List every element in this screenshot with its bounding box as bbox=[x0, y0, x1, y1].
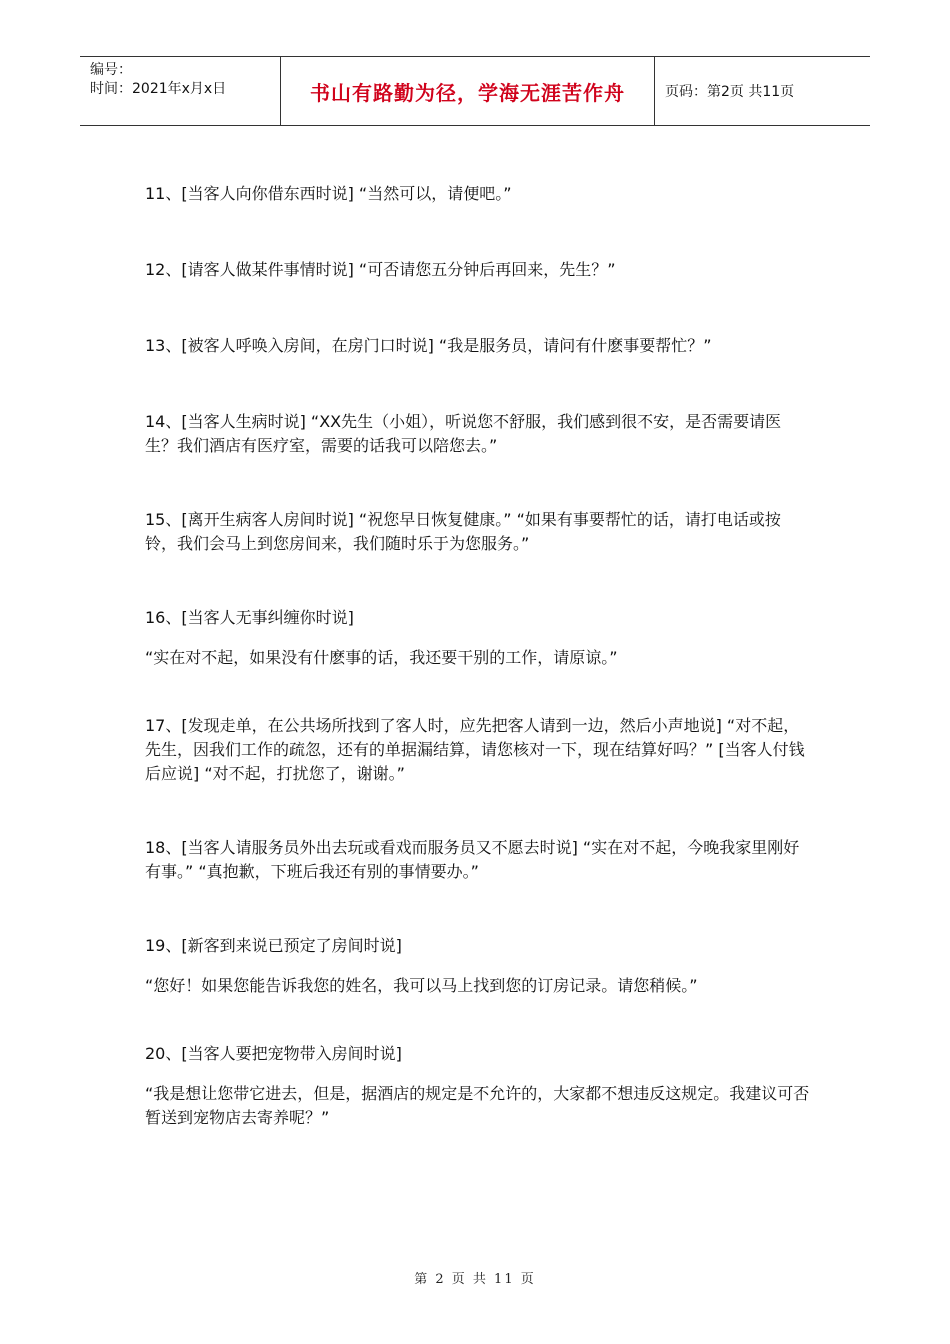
page-footer: 第 2 页 共 11 页 bbox=[414, 1272, 536, 1287]
page-header bbox=[80, 56, 870, 126]
item-16-heading: 16、[当客人无事纠缠你时说] bbox=[145, 608, 354, 627]
item-12: 12、[请客人做某件事情时说] “可否请您五分钟后再回来，先生？” bbox=[145, 260, 616, 279]
item-17: 17、[发现走单，在公共场所找到了客人时，应先把客人请到一边，然后小声地说] “对不起，先生，因我们工作的疏忽，还有的单据漏结算，请您核对一下，现在结算好吗？” [当客人付钱后应说] “对不起，打扰您了，谢谢。” bbox=[145, 716, 805, 783]
document-body bbox=[145, 182, 810, 1130]
header-page-info: 页码：第2页 共11页 bbox=[665, 84, 795, 100]
item-14: 14、[当客人生病时说] “XX先生（小姐），听说您不舒服，我们感到很不安，是否需要请医生？我们酒店有医疗室，需要的话我可以陪您去。” bbox=[145, 412, 782, 455]
header-meta-cell bbox=[80, 57, 281, 125]
item-11: 11、[当客人向你借东西时说] “当然可以，请便吧。” bbox=[145, 184, 512, 203]
item-20-heading: 20、[当客人要把宠物带入房间时说] bbox=[145, 1044, 402, 1063]
item-15: 15、[离开生病客人房间时说] “祝您早日恢复健康。” “如果有事要帮忙的话，请打电话或按铃，我们会马上到您房间来，我们随时乐于为您服务。” bbox=[145, 510, 781, 553]
item-19-heading: 19、[新客到来说已预定了房间时说] bbox=[145, 936, 402, 955]
code-label: 编号： bbox=[90, 62, 132, 78]
item-20-quote: “我是想让您带它进去，但是，据酒店的规定是不允许的，大家都不想违反这规定。我建议可否暂送到宠物店去寄养呢？” bbox=[145, 1084, 810, 1127]
item-16-quote: “实在对不起，如果没有什麽事的话，我还要干别的工作，请原谅。” bbox=[145, 648, 618, 667]
header-motto: 书山有路勤为径，学海无涯苦作舟 bbox=[281, 57, 655, 125]
item-19-quote: “您好！如果您能告诉我您的姓名，我可以马上找到您的订房记录。请您稍候。” bbox=[145, 976, 698, 995]
item-18: 18、[当客人请服务员外出去玩或看戏而服务员又不愿去时说] “实在对不起，今晚我家里刚好有事。” “真抱歉，下班后我还有别的事情要办。” bbox=[145, 838, 800, 881]
item-13: 13、[被客人呼唤入房间，在房门口时说] “我是服务员，请问有什麽事要帮忙？” bbox=[145, 336, 712, 355]
time-label: 时间：2021年x月x日 bbox=[90, 81, 227, 97]
